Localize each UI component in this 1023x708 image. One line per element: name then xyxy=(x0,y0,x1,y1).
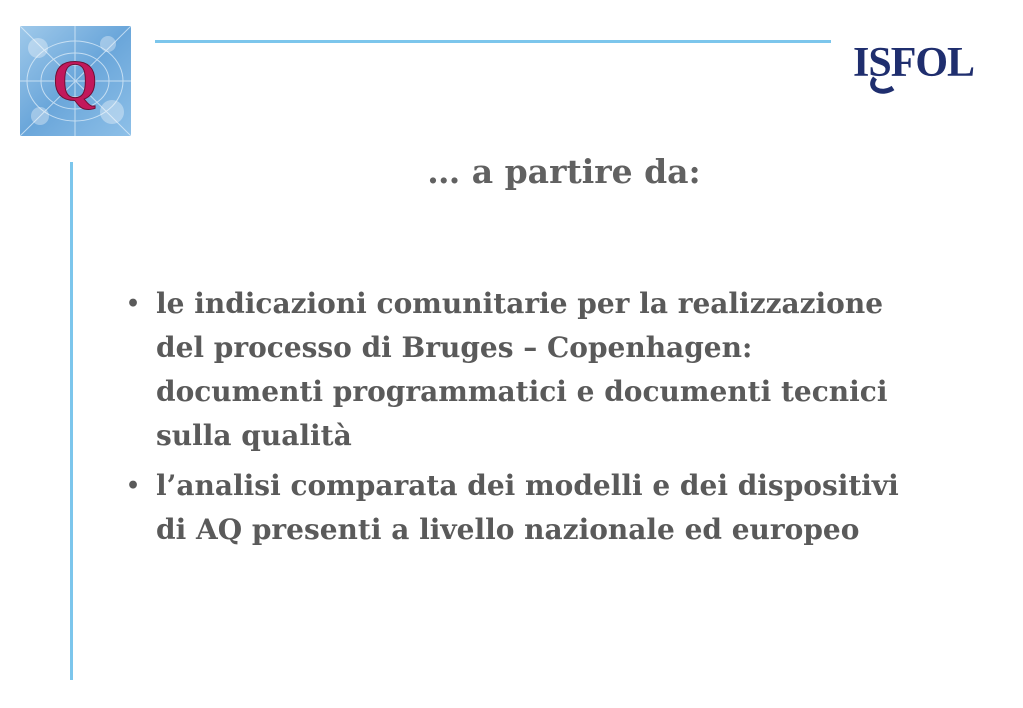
bullet-list xyxy=(120,282,965,558)
bullet-text-line: sulla qualità xyxy=(156,419,352,452)
bullet-text-line: l’analisi comparata dei modelli e dei dispositivi xyxy=(156,469,899,502)
q-badge-graphic xyxy=(20,26,131,136)
isfol-logo-text: ISFOL xyxy=(853,40,975,86)
top-divider-rule xyxy=(155,40,831,43)
isfol-logo xyxy=(853,30,995,100)
q-badge-logo xyxy=(20,26,131,136)
bullet-text-line: le indicazioni comunitarie per la realizzazione xyxy=(156,287,884,320)
left-divider-rule xyxy=(70,162,73,680)
bullet-text-line: di AQ presenti a livello nazionale ed europeo xyxy=(156,513,860,546)
bullet-text-line: documenti programmatici e documenti tecnici xyxy=(156,375,888,408)
bullet-item xyxy=(120,282,965,458)
slide-title: … a partire da: xyxy=(427,152,701,191)
svg-text:Q: Q xyxy=(52,48,98,113)
bullet-text-line: del processo di Bruges – Copenhagen: xyxy=(156,331,753,364)
bullet-icon: • xyxy=(126,473,141,499)
bullet-icon: • xyxy=(126,291,141,317)
bullet-item xyxy=(120,464,965,552)
